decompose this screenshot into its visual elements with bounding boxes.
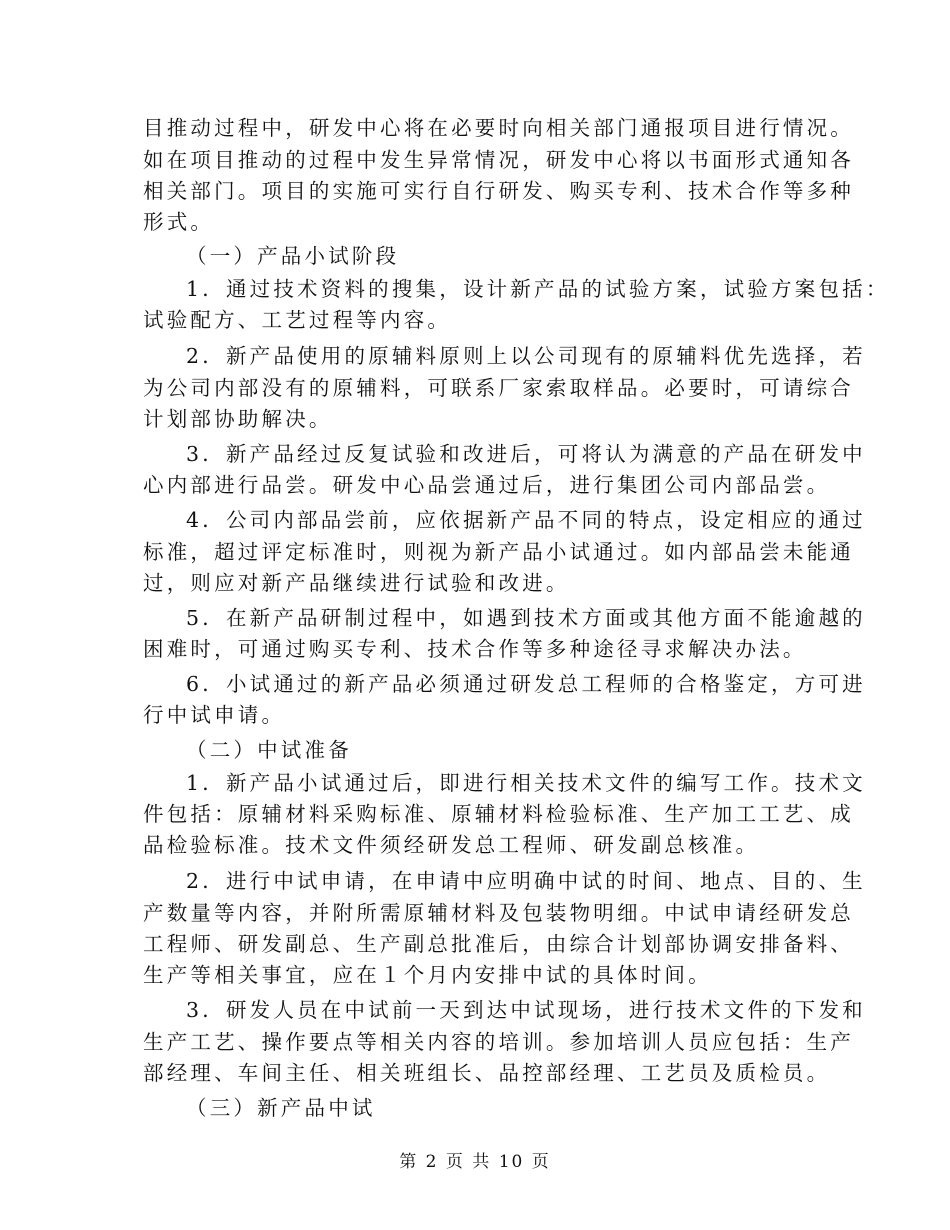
- body-text-line: 如在项目推动的过程中发生异常情况，研发中心将以书面形式通知各: [143, 148, 854, 172]
- body-text-line: 为公司内部没有的原辅料，可联系厂家索取样品。必要时，可请综合: [143, 376, 854, 400]
- body-text-line: 心内部进行品尝。研发中心品尝通过后，进行集团公司内部品尝。: [143, 473, 831, 497]
- body-text-line: 产数量等内容，并附所需原辅材料及包装物明细。中试申请经研发总: [143, 901, 854, 925]
- section-heading: （一）产品小试阶段: [186, 244, 400, 268]
- body-text-line: 标准，超过评定标准时，则视为新产品小试通过。如内部品尝未能通: [143, 540, 854, 564]
- body-text-line: 计划部协助解决。: [143, 407, 333, 431]
- body-text-line: 部经理、车间主任、相关班组长、品控部经理、工艺员及质检员。: [143, 1061, 831, 1085]
- body-text-line: 试验配方、工艺过程等内容。: [143, 308, 452, 332]
- body-text-line: 生产工艺、操作要点等相关内容的培训。参加培训人员应包括：生产: [143, 1030, 854, 1054]
- body-text-line: 5．在新产品研制过程中，如遇到技术方面或其他方面不能逾越的: [186, 606, 866, 630]
- body-text-line: 行中试申请。: [143, 703, 286, 727]
- body-text-line: 1．通过技术资料的搜集，设计新产品的试验方案，试验方案包括：: [186, 277, 890, 301]
- body-text-line: 2．新产品使用的原辅料原则上以公司现有的原辅料优先选择，若: [186, 344, 866, 368]
- body-text-line: 1．新产品小试通过后，即进行相关技术文件的编写工作。技术文: [186, 771, 866, 795]
- body-text-line: 困难时，可通过购买专利、技术合作等多种途径寻求解决办法。: [143, 637, 807, 661]
- body-text-line: 2．进行中试申请，在申请中应明确中试的时间、地点、目的、生: [186, 869, 866, 893]
- body-text-line: 6．小试通过的新产品必须通过研发总工程师的合格鉴定，方可进: [186, 672, 866, 696]
- section-heading: （二）中试准备: [186, 738, 352, 762]
- body-text-line: 品检验标准。技术文件须经研发总工程师、研发副总核准。: [143, 833, 760, 857]
- body-text-line: 3．新产品经过反复试验和改进后，可将认为满意的产品在研发中: [186, 442, 866, 466]
- body-text-line: 4．公司内部品尝前，应依据新产品不同的特点，设定相应的通过: [186, 508, 866, 532]
- body-text-line: 形式。: [143, 210, 215, 234]
- body-text-line: 目推动过程中，研发中心将在必要时向相关部门通报项目进行情况。: [143, 116, 854, 140]
- page-number-footer: 第 2 页 共 10 页: [399, 1152, 551, 1172]
- body-text-line: 工程师、研发副总、生产副总批准后，由综合计划部协调安排备料、: [143, 932, 854, 956]
- body-text-line: 3．研发人员在中试前一天到达中试现场，进行技术文件的下发和: [186, 998, 866, 1022]
- body-text-line: 过，则应对新产品继续进行试验和改进。: [143, 571, 570, 595]
- body-text-line: 件包括：原辅材料采购标准、原辅材料检验标准、生产加工工艺、成: [143, 802, 854, 826]
- section-heading: （三）新产品中试: [186, 1096, 376, 1120]
- body-text-line: 相关部门。项目的实施可实行自行研发、购买专利、技术合作等多种: [143, 179, 854, 203]
- body-text-line: 生产等相关事宜，应在１个月内安排中试的具体时间。: [143, 963, 712, 987]
